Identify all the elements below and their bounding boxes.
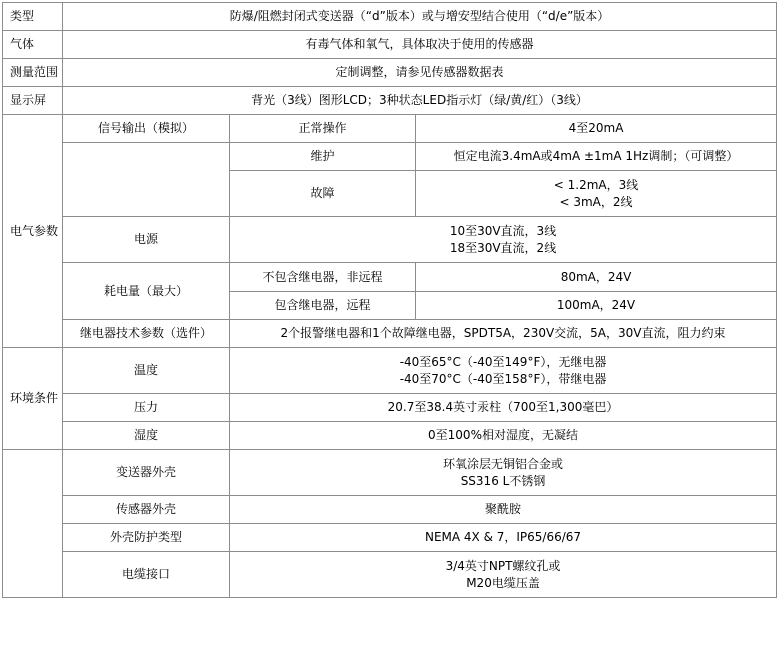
signal-output-blank <box>63 143 230 217</box>
environment-label: 环境条件 <box>3 348 63 450</box>
protection-type-value: NEMA 4X & 7，IP65/66/67 <box>230 524 777 552</box>
relay-spec-label: 继电器技术参数（选件） <box>63 320 230 348</box>
row-protection-type <box>3 524 777 552</box>
fault-label: 故障 <box>230 171 416 217</box>
pressure-label: 压力 <box>63 394 230 422</box>
range-value: 定制调整，请参见传感器数据表 <box>63 59 777 87</box>
cable-entry-value <box>230 552 777 598</box>
normal-operation-label: 正常操作 <box>230 115 416 143</box>
cable-entry-line-2: M20电缆压盖 <box>466 575 540 590</box>
housing-label-blank <box>3 450 63 598</box>
humidity-value: 0至100%相对湿度，无凝结 <box>230 422 777 450</box>
humidity-label: 湿度 <box>63 422 230 450</box>
cable-entry-line-1: 3/4英寸NPT螺纹孔或 <box>445 558 561 573</box>
row-display <box>3 87 777 115</box>
range-label: 测量范围 <box>3 59 63 87</box>
transmitter-housing-line-1: 环氧涂层无铜铝合金或 <box>443 456 564 471</box>
maintenance-label: 维护 <box>230 143 416 171</box>
row-transmitter-housing <box>3 450 777 496</box>
consumption-label: 耗电量（最大） <box>63 263 230 320</box>
fault-value <box>416 171 777 217</box>
row-gas <box>3 31 777 59</box>
relay-label: 包含继电器，远程 <box>230 292 416 320</box>
power-value-line-1: 10至30V直流，3线 <box>449 223 557 238</box>
transmitter-housing-line-2: SS316 L不锈钢 <box>460 473 546 488</box>
row-temperature <box>3 348 777 394</box>
temperature-label: 温度 <box>63 348 230 394</box>
row-range <box>3 59 777 87</box>
power-label: 电源 <box>63 217 230 263</box>
signal-output-label: 信号输出（模拟） <box>63 115 230 143</box>
relay-value: 100mA，24V <box>416 292 777 320</box>
row-sensor-housing <box>3 496 777 524</box>
sensor-housing-label: 传感器外壳 <box>63 496 230 524</box>
gas-value: 有毒气体和氧气，具体取决于使用的传感器 <box>63 31 777 59</box>
spec-table <box>2 2 777 598</box>
transmitter-housing-value <box>230 450 777 496</box>
row-type <box>3 3 777 31</box>
row-signal-maintenance <box>3 143 777 171</box>
fault-value-line-2: < 3mA，2线 <box>559 194 633 209</box>
fault-value-line-1: < 1.2mA，3线 <box>553 177 639 192</box>
row-signal-normal <box>3 115 777 143</box>
transmitter-housing-label: 变送器外壳 <box>63 450 230 496</box>
temperature-value-line-1: -40至65°C（-40至149°F），无继电器 <box>399 354 607 369</box>
power-value-line-2: 18至30V直流，2线 <box>449 240 557 255</box>
type-value: 防爆/阻燃封闭式变送器（“d”版本）或与增安型结合使用（“d/e”版本） <box>63 3 777 31</box>
electrical-label: 电气参数 <box>3 115 63 348</box>
display-label: 显示屏 <box>3 87 63 115</box>
row-consumption-no-relay <box>3 263 777 292</box>
power-value <box>230 217 777 263</box>
row-humidity <box>3 422 777 450</box>
no-relay-label: 不包含继电器，非远程 <box>230 263 416 292</box>
display-value: 背光（3线）图形LCD；3种状态LED指示灯（绿/黄/红）（3线） <box>63 87 777 115</box>
row-cable-entry <box>3 552 777 598</box>
maintenance-value: 恒定电流3.4mA或4mA ±1mA 1Hz调制；（可调整） <box>416 143 777 171</box>
row-relay-spec <box>3 320 777 348</box>
relay-spec-value: 2个报警继电器和1个故障继电器，SPDT5A，230V交流，5A，30V直流，阻力约束 <box>230 320 777 348</box>
cable-entry-label: 电缆接口 <box>63 552 230 598</box>
type-label: 类型 <box>3 3 63 31</box>
temperature-value <box>230 348 777 394</box>
sensor-housing-value: 聚酰胺 <box>230 496 777 524</box>
normal-operation-value: 4至20mA <box>416 115 777 143</box>
protection-type-label: 外壳防护类型 <box>63 524 230 552</box>
no-relay-value: 80mA，24V <box>416 263 777 292</box>
temperature-value-line-2: -40至70°C（-40至158°F），带继电器 <box>399 371 607 386</box>
row-power <box>3 217 777 263</box>
gas-label: 气体 <box>3 31 63 59</box>
pressure-value: 20.7至38.4英寸汞柱（700至1,300毫巴） <box>230 394 777 422</box>
row-pressure <box>3 394 777 422</box>
